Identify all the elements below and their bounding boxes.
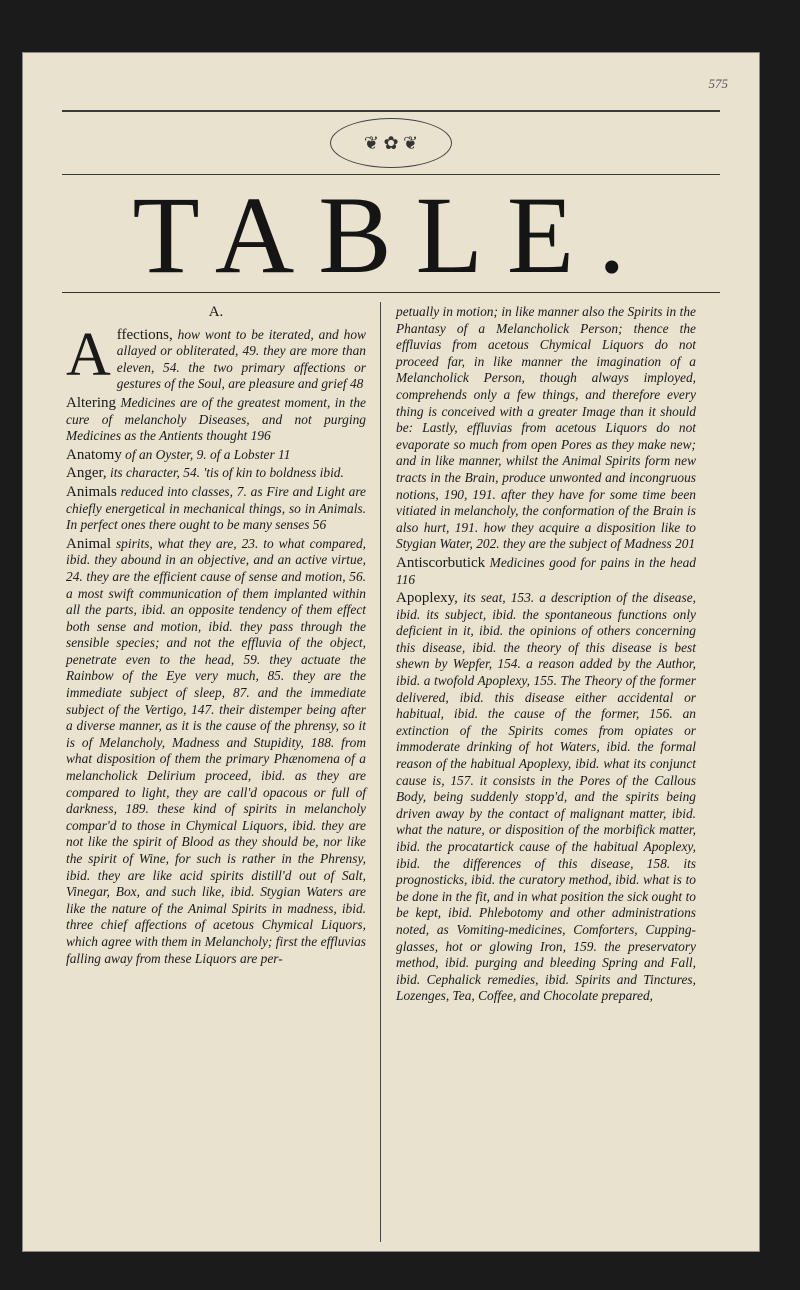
index-entry — [66, 465, 366, 482]
column-divider — [380, 302, 381, 1242]
page-title: TABLE. — [132, 174, 650, 296]
entry-text: of an Oyster, 9. of a Lobster 11 — [121, 446, 291, 462]
entry-text: spirits, what they are, 23. to what compared, ibid. they abound in an objective, and an active virtue, 24. they are the efficient cause of sense and motion, 56. a most swift communication of them implanted within all the parts, ibid. an opposite tendency of them effect both sense and motion, ibid. they pass through the sensible species; and not the effluvia of the object, penetrate even to the head, 59. they actuate the Rainbow of the Eye very much, 85. they are the immediate subject of sleep, 87. and the immediate subject of the Vertigo, 147. their distemper being after a diverse manner, as it is the cause of the phrensy, so it is of Melancholy, Madness and Stupidity, 188. from what disposition of them the primary Phænomena of a melancholick Delirium proceed, ibid. as they are compared to light, they are call'd opacous or full of darkness, 189. these kind of spirits in melancholy compar'd to those in Chymical Liquors, ibid. they are not like the spirit of Blood as they should be, nor like the spirit of Wine, for such is rather in the Phrensy, ibid. they are like acid spirits distill'd out of Salt, Vinegar, Box, and such like, ibid. Stygian Waters are like the nature of the Animal Spirits in madness, ibid. three chief affections of acetous Chymical Liquors, which agree with them in Melancholy; first the effluvias falling away from these Liquors are per- — [66, 535, 366, 966]
entry-text: reduced into classes, 7. as Fire and Light are chiefly energetical in mechanical things, so in Animals. In perfect ones there ought to be many senses 56 — [66, 483, 366, 533]
index-entry — [66, 447, 366, 464]
entry-heading: Apoplexy, — [396, 590, 458, 607]
entry-heading: Antiscorbutick — [396, 554, 486, 571]
index-entry — [396, 590, 696, 1005]
entry-heading: Anatomy — [66, 446, 122, 463]
entry-heading: Anger, — [66, 465, 107, 482]
index-entry — [66, 320, 366, 393]
entry-heading: Altering — [66, 394, 116, 411]
entry-heading: Animals — [66, 483, 117, 500]
entry-text: its character, 54. 'tis of kin to boldness ibid. — [106, 465, 344, 481]
entry-text: Medicines good for pains in the head 116 — [396, 554, 696, 587]
index-entry — [396, 555, 696, 588]
right-column — [396, 304, 696, 1007]
page-folio: 575 — [708, 76, 728, 91]
left-column — [66, 304, 366, 969]
entry-text: how wont to be iterated, and how allayed or obliterated, 49. they are more than eleven, 54. the two primary affections or gestures of the Soul, are pleasure and grief 48 — [116, 326, 366, 392]
index-entry — [66, 536, 366, 967]
title-rule — [62, 292, 720, 293]
index-entry — [66, 395, 366, 445]
index-entry — [66, 484, 366, 534]
book-page — [22, 52, 760, 1252]
ornament-icon: ❦ ✿ ❦ — [330, 118, 452, 168]
headpiece-border — [62, 110, 720, 175]
entry-heading: Animal — [66, 535, 111, 552]
entry-text: Medicines are of the greatest moment, in the cure of melancholy Diseases, and not purging Medicines as the Antients thought 196 — [66, 394, 366, 444]
drop-cap: A — [66, 320, 111, 389]
section-letter: A. — [208, 304, 224, 320]
entry-heading: ffections, — [116, 326, 173, 343]
entry-text: petually in motion; in like manner also the Spirits in the Phantasy of a Melancholick Person; thence the effluvias from acetous Chymical Liquors do not proceed far, in like manner the imagination of a Melancholick Person, though always imployed, comprehends only a few things, and therefore every thing is conceived with a greater Image than it should be: Lastly, effluvias from acetous Liquors do not evaporate so much from open Pores as they make new; and in like manner, whilst the Animal Spirits form new tracts in the Brain, produce unwonted and incongruous notions, 190, 191. after they have for some time been vitiated in melancholy, the conformation of the Brain is also hurt, 191. how they acquire a disposition like to Stygian Water, 202. they are the subject of Madness 201 — [396, 304, 696, 552]
entry-text: its seat, 153. a description of the disease, ibid. its subject, ibid. the spontaneous functions only deficient in it, ibid. the opinions of others concerning this disease, ibid. the theory of this disease is best shewn by Wepfer, 154. a reason added by the Author, ibid. a twofold Apoplexy, 155. The Theory of the former delivered, ibid. this disease either accidental or habitual, ibid. the cause of the former, 156. an extinction of the Spirits comes from opiates or immoderate drinking of hot Waters, ibid. the formal reason of the habitual Apoplexy, ibid. what its conjunct cause is, 157. it consists in the Pores of the Callous Body, being suddenly stopp'd, and the spirits being driven away by the contact of malignant matter, ibid. what the nature, or disposition of the morbifick matter, ibid. the procatartick cause of the habitual Apoplexy, ibid. the differences of this disease, 158. its prognosticks, ibid. the curatory method, ibid. what is to be done in the fit, and in what position the sick ought to be kept, ibid. Phlebotomy and other administrations noted, as Vomiting-medicines, Comforters, Cupping-glasses, hot or glowing Iron, 159. the preservatory method, ibid. purging and bleeding Spring and Fall, ibid. Cephalick remedies, ibid. Spirits and Tinctures, Lozenges, Tea, Coffee, and Chocolate prepared, — [396, 590, 696, 1004]
index-entry — [396, 304, 696, 553]
